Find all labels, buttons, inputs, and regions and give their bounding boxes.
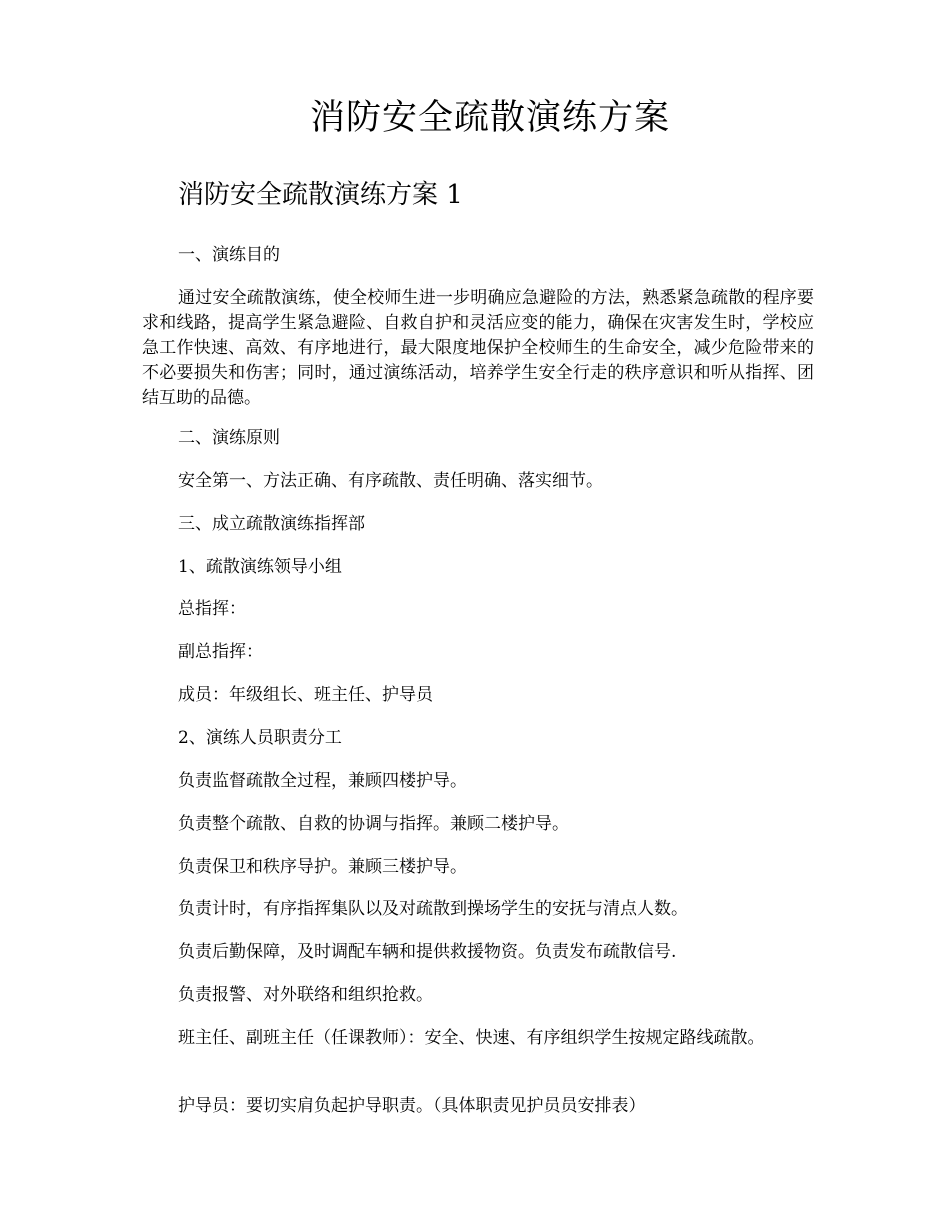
duty-item: 负责后勤保障，及时调配车辆和提供救援物资。负责发布疏散信号.	[178, 942, 677, 962]
subheading-leadership: 1、疏散演练领导小组	[178, 557, 342, 577]
line-deputy-commander: 副总指挥：	[178, 642, 263, 662]
heading-principles: 二、演练原则	[178, 428, 280, 448]
duty-item: 负责保卫和秩序导护。兼顾三楼护导。	[178, 857, 467, 877]
subheading-duties: 2、演练人员职责分工	[178, 728, 342, 748]
duty-item: 负责监督疏散全过程，兼顾四楼护导。	[178, 771, 467, 791]
duty-class-teachers: 班主任、副班主任（任课教师）：安全、快速、有序组织学生按规定路线疏散。	[178, 1028, 765, 1048]
paragraph-purpose: 通过安全疏散演练，使全校师生进一步明确应急避险的方法，熟悉紧急疏散的程序要求和线路，提高学生紧急避险、自救自护和灵活应变的能力，确保在灾害发生时，学校应急工作快速、高效、有序地进行，最大限度地保护全校师生的生命安全，减少危险带来的不必要损失和伤害；同时，通过演练活动，培养学生安全行走的秩序意识和听从指挥、团结互助的品德。	[142, 288, 814, 408]
heading-purpose: 一、演练目的	[178, 245, 280, 265]
line-members: 成员：年级组长、班主任、护导员	[178, 685, 433, 705]
duty-item: 负责计时，有序指挥集队以及对疏散到操场学生的安抚与清点人数。	[178, 899, 688, 919]
duty-item: 负责整个疏散、自救的协调与指挥。兼顾二楼护导。	[178, 814, 569, 834]
document-title: 消防安全疏散演练方案	[309, 98, 670, 138]
line-commander: 总指挥：	[178, 599, 246, 619]
heading-command: 三、成立疏散演练指挥部	[178, 514, 365, 534]
duty-item: 负责报警、对外联络和组织抢救。	[178, 985, 433, 1005]
paragraph-principles: 安全第一、方法正确、有序疏散、责任明确、落实细节。	[178, 471, 603, 491]
duty-guards: 护导员：要切实肩负起护导职责。（具体职责见护员员安排表）	[178, 1096, 646, 1116]
section-title: 消防安全疏散演练方案 1	[178, 180, 463, 210]
